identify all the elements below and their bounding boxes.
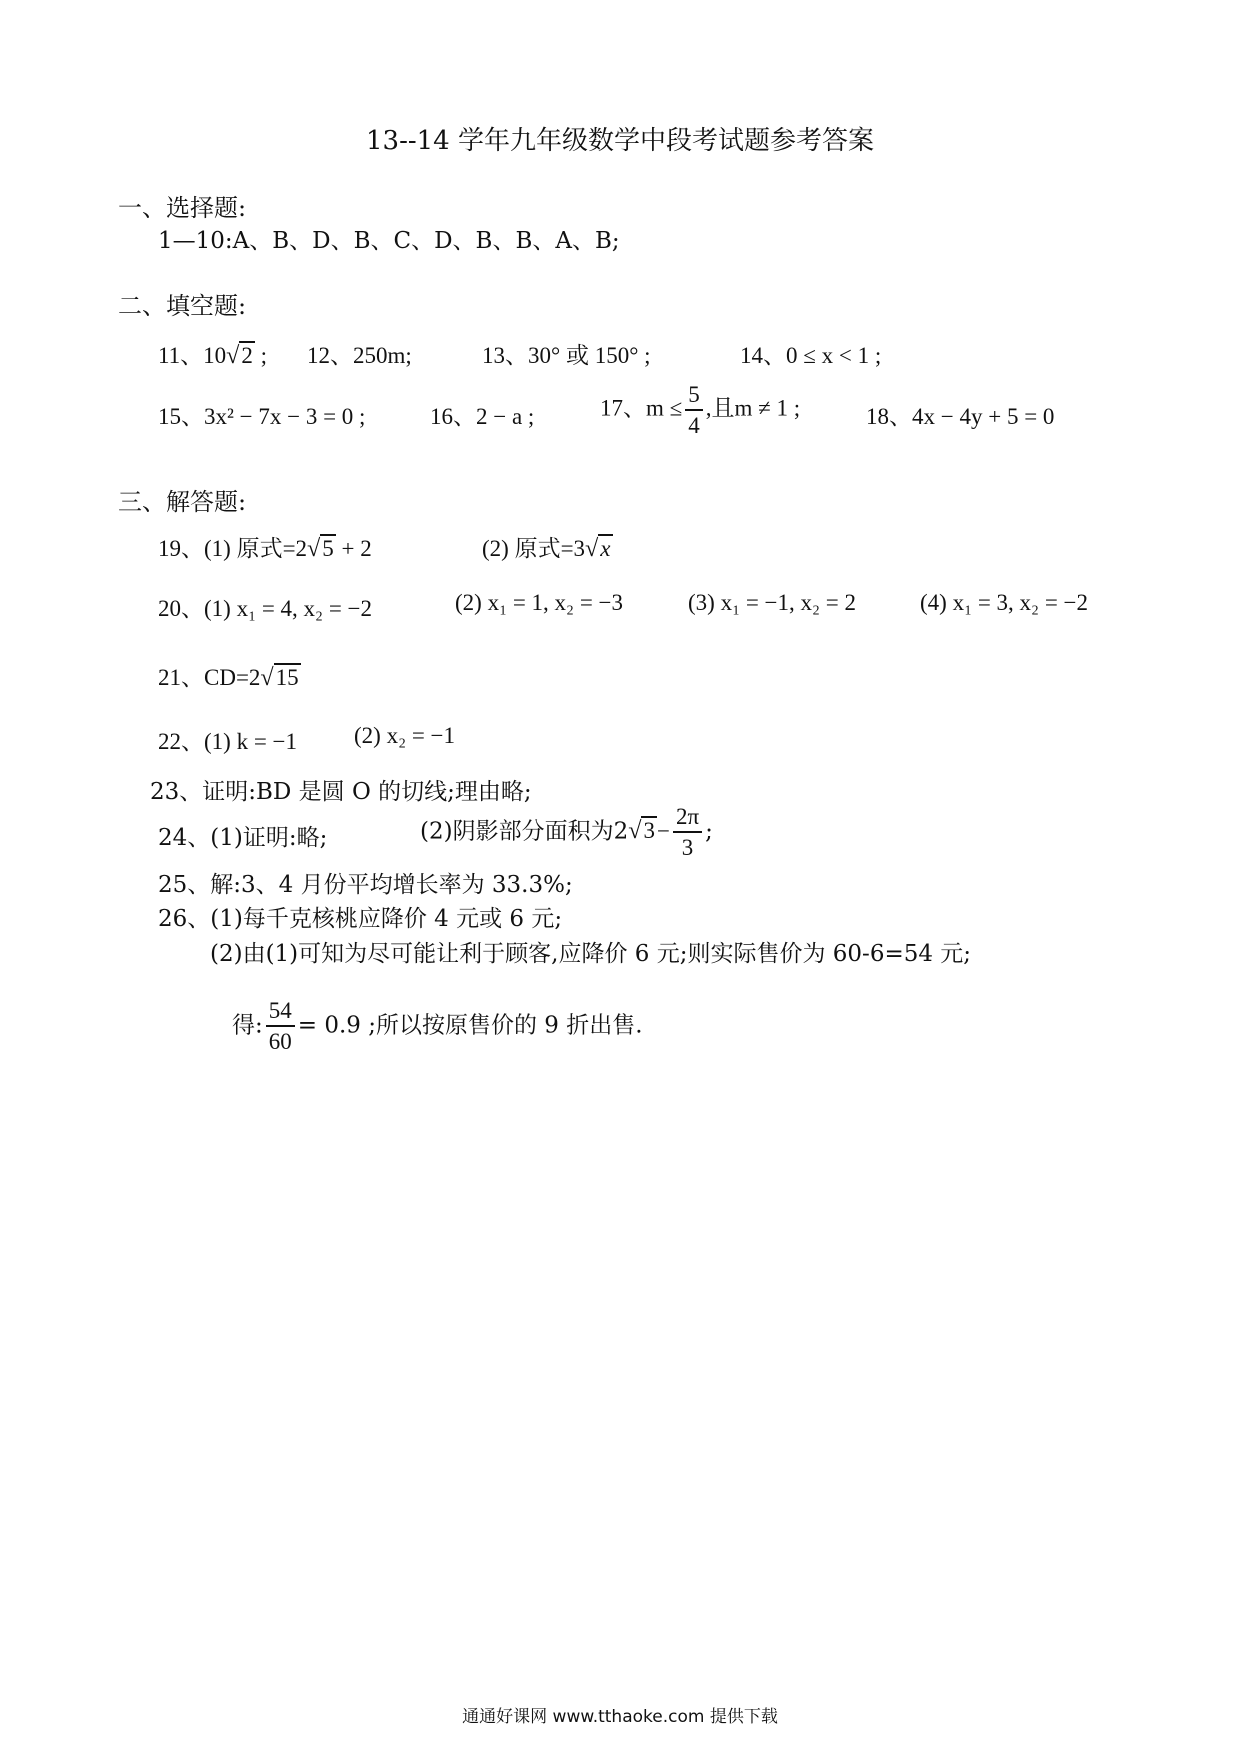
answer-17-numerator: 5 xyxy=(685,382,703,411)
section-solve-heading: 三、解答题: xyxy=(118,488,247,516)
answer-24-1: 24、(1)证明:略; xyxy=(158,825,328,851)
answer-17-pre: 17、m ≤ xyxy=(600,395,683,421)
answer-25: 25、解:3、4 月份平均增长率为 33.3%; xyxy=(158,872,573,898)
choice-answers: 1—10:A、B、D、B、C、D、B、B、A、B; xyxy=(158,228,620,254)
answer-19-1-radicand: 5 xyxy=(322,536,334,561)
answer-24-2-text: (2)阴影部分面积为2 xyxy=(420,818,629,845)
answer-21 xyxy=(158,659,301,692)
sqrt-icon: √x xyxy=(585,535,611,562)
answer-19-1-text: 19、(1) 原式=2 xyxy=(158,536,308,561)
answer-16: 16、2 − a ; xyxy=(430,404,535,429)
sqrt-icon: √2 xyxy=(226,342,253,369)
answer-19-1-tail: + 2 xyxy=(341,536,372,561)
answer-26-denominator: 60 xyxy=(268,1029,292,1055)
answer-24-numerator: 2π xyxy=(673,804,702,833)
section-choice-heading: 一、选择题: xyxy=(118,194,247,222)
answer-11-radicand: 2 xyxy=(241,343,253,368)
answer-21-radicand: 15 xyxy=(275,665,299,690)
answer-19-2-radicand: x xyxy=(600,536,611,561)
answer-24-minus: − xyxy=(656,818,670,844)
answer-19-2-text: (2) 原式=3 xyxy=(482,536,586,561)
answer-12: 12、250m; xyxy=(307,343,412,368)
answer-26-3-pre: 得: xyxy=(232,1012,263,1039)
answer-13: 13、30° 或 150° ; xyxy=(482,343,651,368)
page-title: 13--14 学年九年级数学中段考试题参考答案 xyxy=(365,126,874,156)
answer-14: 14、0 ≤ x < 1 ; xyxy=(740,343,882,368)
answer-26-3-post: = 0.9 ;所以按原售价的 9 折出售. xyxy=(297,1012,643,1039)
sqrt-icon: √15 xyxy=(260,664,299,691)
answer-15: 15、3x² − 7x − 3 = 0 ; xyxy=(158,404,366,429)
answer-17-fraction xyxy=(685,382,703,439)
section-fill-heading: 二、填空题: xyxy=(118,292,247,320)
answer-24-denominator: 3 xyxy=(681,835,694,861)
answer-23: 23、证明:BD 是圆 O 的切线;理由略; xyxy=(150,779,532,805)
answer-19-2 xyxy=(482,530,613,563)
answer-20-2: (2) x₁ = 1, x₂ = −3 xyxy=(455,590,624,615)
answer-21-text: 21、CD=2 xyxy=(158,665,261,690)
answer-20-4: (4) x₁ = 3, x₂ = −2 xyxy=(920,590,1089,615)
answer-19-1 xyxy=(158,530,372,563)
answer-26-fraction xyxy=(266,998,295,1055)
answer-26-2: (2)由(1)可知为尽可能让利于顾客,应降价 6 元;则实际售价为 60-6=54 元; xyxy=(210,941,972,967)
answer-24-tail: ; xyxy=(705,818,713,845)
answer-11-tail: ; xyxy=(260,343,268,368)
answer-24-2 xyxy=(420,804,713,861)
answer-20-1: 20、(1) x₁ = 4, x₂ = −2 xyxy=(158,596,373,621)
answer-22-1: 22、(1) k = −1 xyxy=(158,729,298,754)
answer-11 xyxy=(158,337,267,370)
answer-17-post: ,且m ≠ 1 ; xyxy=(705,395,801,421)
answer-22-2: (2) x₂ = −1 xyxy=(354,723,456,748)
footer-credit: 通通好课网 www.tthaoke.com 提供下载 xyxy=(462,1707,778,1727)
answer-18: 18、4x − 4y + 5 = 0 xyxy=(866,404,1055,429)
answer-24-radicand: 3 xyxy=(643,818,655,844)
answer-26-1: 26、(1)每千克核桃应降价 4 元或 6 元; xyxy=(158,906,563,932)
answer-20-3: (3) x₁ = −1, x₂ = 2 xyxy=(688,590,857,615)
answer-26-3 xyxy=(232,998,643,1055)
answer-24-fraction xyxy=(673,804,702,861)
sqrt-icon: √5 xyxy=(307,535,334,562)
answer-17-denominator: 4 xyxy=(688,413,700,439)
answer-11-text: 11、10 xyxy=(158,343,227,368)
sqrt-icon: √3 xyxy=(628,817,655,845)
answer-26-numerator: 54 xyxy=(266,998,295,1027)
answer-17 xyxy=(600,382,800,439)
